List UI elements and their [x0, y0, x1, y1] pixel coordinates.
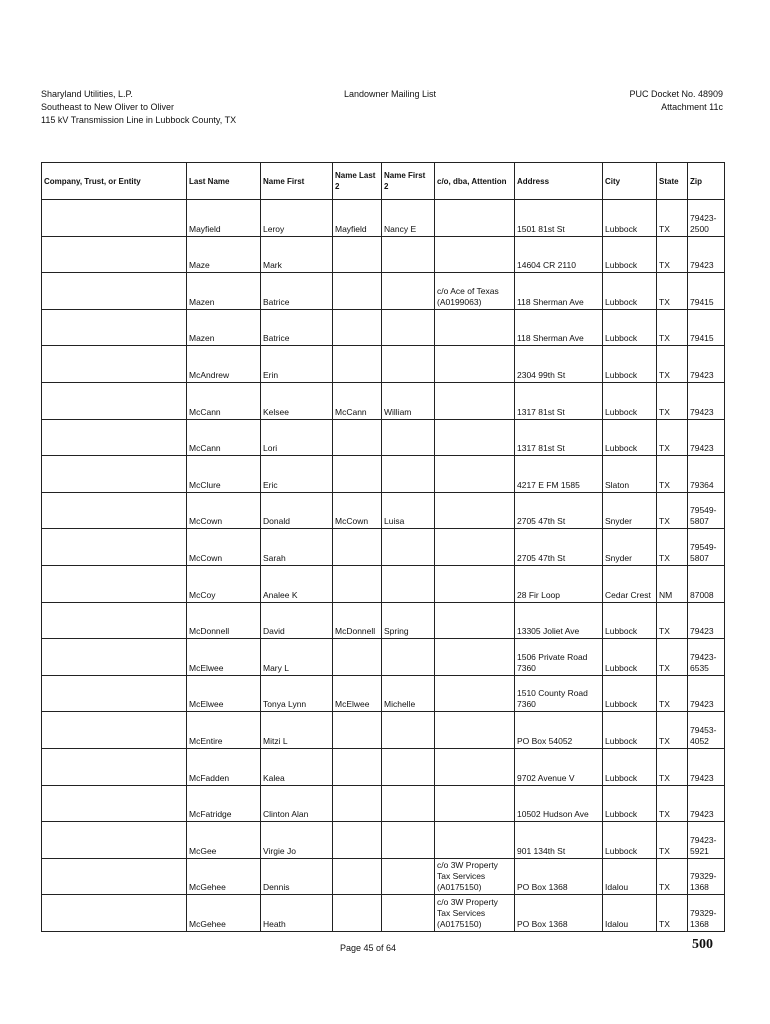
- attention-cell: [435, 639, 515, 676]
- zip-cell: 87008: [688, 565, 725, 602]
- table-row: [42, 785, 725, 822]
- table-row: [42, 273, 725, 310]
- last-name-cell: McAndrew: [187, 346, 261, 383]
- name-first-2-cell: [382, 785, 435, 822]
- attention-cell: [435, 602, 515, 639]
- name-last-2-cell: Mayfield: [333, 200, 382, 237]
- city-cell: Snyder: [603, 492, 657, 529]
- name-last-2-cell: McCann: [333, 382, 382, 419]
- last-name-cell: Maze: [187, 236, 261, 273]
- attention-cell: c/o 3W Property Tax Services (A0175150): [435, 858, 515, 895]
- zip-cell: 79423: [688, 236, 725, 273]
- name-first-cell: Kelsee: [261, 382, 333, 419]
- header-right: [590, 88, 723, 114]
- city-cell: Lubbock: [603, 309, 657, 346]
- name-first-header: Name First: [261, 163, 333, 200]
- table-row: [42, 895, 725, 932]
- name-first-2-cell: [382, 236, 435, 273]
- header-left-line: Southeast to New Oliver to Oliver: [41, 102, 175, 112]
- name-first-2-cell: Michelle: [382, 675, 435, 712]
- address-cell: 4217 E FM 1585: [515, 456, 603, 493]
- attention-cell: [435, 565, 515, 602]
- zip-cell: 79423-6535: [688, 639, 725, 676]
- name-first-cell: Virgie Jo: [261, 822, 333, 859]
- name-last-2-cell: [333, 785, 382, 822]
- company-cell: [42, 456, 187, 493]
- company-cell: [42, 822, 187, 859]
- address-cell: 2705 47th St: [515, 492, 603, 529]
- state-cell: TX: [657, 236, 688, 273]
- company-cell: [42, 529, 187, 566]
- city-cell: Lubbock: [603, 639, 657, 676]
- zip-cell: 79329-1368: [688, 895, 725, 932]
- name-first-cell: Clinton Alan: [261, 785, 333, 822]
- address-cell: 13305 Joliet Ave: [515, 602, 603, 639]
- company-cell: [42, 565, 187, 602]
- state-cell: TX: [657, 858, 688, 895]
- address-cell: 28 Fir Loop: [515, 565, 603, 602]
- name-last-2-cell: [333, 419, 382, 456]
- name-first-cell: Mary L: [261, 639, 333, 676]
- name-last-2-cell: [333, 456, 382, 493]
- name-first-2-cell: [382, 712, 435, 749]
- city-cell: Slaton: [603, 456, 657, 493]
- attention-cell: [435, 712, 515, 749]
- table-row: [42, 748, 725, 785]
- name-first-cell: Kalea: [261, 748, 333, 785]
- city-cell: Lubbock: [603, 200, 657, 237]
- address-cell: 118 Sherman Ave: [515, 309, 603, 346]
- last-name-cell: McGehee: [187, 858, 261, 895]
- address-cell: 9702 Avenue V: [515, 748, 603, 785]
- name-first-cell: Leroy: [261, 200, 333, 237]
- name-last-2-cell: [333, 309, 382, 346]
- name-first-cell: Lori: [261, 419, 333, 456]
- table-row: [42, 236, 725, 273]
- company-cell: [42, 858, 187, 895]
- state-cell: TX: [657, 419, 688, 456]
- state-cell: TX: [657, 602, 688, 639]
- table-row: [42, 419, 725, 456]
- zip-cell: 79423: [688, 382, 725, 419]
- last-name-cell: McDonnell: [187, 602, 261, 639]
- state-cell: TX: [657, 639, 688, 676]
- name-first-cell: Eric: [261, 456, 333, 493]
- name-first-2-cell: [382, 822, 435, 859]
- table-row: [42, 529, 725, 566]
- zip-cell: 79415: [688, 273, 725, 310]
- address-cell: 1317 81st St: [515, 419, 603, 456]
- city-cell: Lubbock: [603, 382, 657, 419]
- header-title: Landowner Mailing List: [344, 89, 437, 99]
- name-last-2-cell: [333, 529, 382, 566]
- company-cell: [42, 492, 187, 529]
- company-cell: [42, 675, 187, 712]
- company-cell: [42, 602, 187, 639]
- address-cell: 901 134th St: [515, 822, 603, 859]
- company-cell: [42, 895, 187, 932]
- table-row: [42, 346, 725, 383]
- last-name-cell: Mazen: [187, 273, 261, 310]
- zip-cell: 79329-1368: [688, 858, 725, 895]
- name-last-2-cell: [333, 565, 382, 602]
- page-of-text: Page 45 of 64: [340, 943, 397, 953]
- name-first-2-cell: [382, 419, 435, 456]
- last-name-cell: McGehee: [187, 895, 261, 932]
- table-row: [42, 822, 725, 859]
- address-cell: PO Box 1368: [515, 895, 603, 932]
- header-left-line: Sharyland Utilities, L.P.: [41, 89, 133, 99]
- state-cell: TX: [657, 712, 688, 749]
- address-cell: 1510 County Road 7360: [515, 675, 603, 712]
- name-last-2-cell: McElwee: [333, 675, 382, 712]
- company-cell: [42, 639, 187, 676]
- zip-cell: 79549-5807: [688, 492, 725, 529]
- city-cell: Lubbock: [603, 748, 657, 785]
- landowner-table: [41, 162, 725, 932]
- name-last-2-cell: [333, 639, 382, 676]
- name-first-cell: Mitzi L: [261, 712, 333, 749]
- name-last-2-header: Name Last 2: [333, 163, 382, 200]
- last-name-cell: McClure: [187, 456, 261, 493]
- last-name-cell: McFadden: [187, 748, 261, 785]
- company-cell: [42, 346, 187, 383]
- name-first-2-cell: Spring: [382, 602, 435, 639]
- attention-cell: [435, 529, 515, 566]
- name-last-2-cell: [333, 346, 382, 383]
- table-row: [42, 712, 725, 749]
- name-first-cell: Analee K: [261, 565, 333, 602]
- company-cell: [42, 712, 187, 749]
- zip-cell: 79415: [688, 309, 725, 346]
- name-first-2-cell: [382, 895, 435, 932]
- city-cell: Lubbock: [603, 822, 657, 859]
- name-first-cell: Donald: [261, 492, 333, 529]
- state-cell: TX: [657, 346, 688, 383]
- attention-cell: [435, 822, 515, 859]
- name-first-cell: Tonya Lynn: [261, 675, 333, 712]
- last-name-cell: McElwee: [187, 639, 261, 676]
- address-header: Address: [515, 163, 603, 200]
- company-cell: [42, 309, 187, 346]
- last-name-header: Last Name: [187, 163, 261, 200]
- name-first-2-cell: [382, 529, 435, 566]
- last-name-cell: McFatridge: [187, 785, 261, 822]
- header-right-line: Attachment 11c: [661, 102, 723, 112]
- company-cell: [42, 273, 187, 310]
- address-cell: 14604 CR 2110: [515, 236, 603, 273]
- name-last-2-cell: [333, 748, 382, 785]
- company-cell: [42, 785, 187, 822]
- zip-cell: 79549-5807: [688, 529, 725, 566]
- city-cell: Lubbock: [603, 273, 657, 310]
- zip-cell: 79423: [688, 346, 725, 383]
- name-first-cell: Erin: [261, 346, 333, 383]
- table-row: [42, 639, 725, 676]
- city-cell: Lubbock: [603, 419, 657, 456]
- address-cell: 2304 99th St: [515, 346, 603, 383]
- name-last-2-cell: [333, 895, 382, 932]
- state-cell: TX: [657, 309, 688, 346]
- name-last-2-cell: [333, 236, 382, 273]
- name-first-cell: Mark: [261, 236, 333, 273]
- zip-cell: 79423: [688, 675, 725, 712]
- header-left: [41, 88, 236, 127]
- city-cell: Lubbock: [603, 602, 657, 639]
- attention-cell: [435, 492, 515, 529]
- company-cell: [42, 419, 187, 456]
- address-cell: PO Box 54052: [515, 712, 603, 749]
- state-header: State: [657, 163, 688, 200]
- city-header: City: [603, 163, 657, 200]
- state-cell: TX: [657, 200, 688, 237]
- attention-cell: [435, 785, 515, 822]
- zip-header: Zip: [688, 163, 725, 200]
- zip-cell: 79423: [688, 785, 725, 822]
- address-cell: 1317 81st St: [515, 382, 603, 419]
- name-first-cell: Dennis: [261, 858, 333, 895]
- state-cell: TX: [657, 748, 688, 785]
- zip-cell: 79423-2500: [688, 200, 725, 237]
- last-name-cell: McCown: [187, 492, 261, 529]
- last-name-cell: McElwee: [187, 675, 261, 712]
- state-cell: TX: [657, 895, 688, 932]
- name-last-2-cell: [333, 273, 382, 310]
- last-name-cell: McCann: [187, 382, 261, 419]
- city-cell: Lubbock: [603, 785, 657, 822]
- state-cell: TX: [657, 785, 688, 822]
- name-first-cell: Heath: [261, 895, 333, 932]
- city-cell: Idalou: [603, 858, 657, 895]
- name-last-2-cell: McCown: [333, 492, 382, 529]
- attention-cell: [435, 309, 515, 346]
- city-cell: Cedar Crest: [603, 565, 657, 602]
- zip-cell: 79423: [688, 748, 725, 785]
- table-row: [42, 675, 725, 712]
- name-first-2-cell: [382, 273, 435, 310]
- name-first-2-cell: [382, 858, 435, 895]
- city-cell: Lubbock: [603, 675, 657, 712]
- city-cell: Lubbock: [603, 236, 657, 273]
- table-body: [42, 200, 725, 932]
- name-first-2-cell: [382, 639, 435, 676]
- header-left-line: 115 kV Transmission Line in Lubbock County, TX: [41, 115, 237, 125]
- attention-cell: [435, 675, 515, 712]
- page-number: 500: [692, 937, 713, 952]
- address-cell: 1501 81st St: [515, 200, 603, 237]
- name-first-cell: Sarah: [261, 529, 333, 566]
- name-first-2-cell: [382, 565, 435, 602]
- name-last-2-cell: [333, 712, 382, 749]
- last-name-cell: McCown: [187, 529, 261, 566]
- name-first-2-cell: [382, 346, 435, 383]
- table-row: [42, 492, 725, 529]
- name-first-2-cell: Luisa: [382, 492, 435, 529]
- last-name-cell: McGee: [187, 822, 261, 859]
- attention-cell: [435, 456, 515, 493]
- table-row: [42, 382, 725, 419]
- name-first-2-header: Name First 2: [382, 163, 435, 200]
- name-first-2-cell: [382, 456, 435, 493]
- table-row: [42, 858, 725, 895]
- attention-cell: [435, 382, 515, 419]
- company-cell: [42, 748, 187, 785]
- name-last-2-cell: [333, 822, 382, 859]
- table-row: [42, 456, 725, 493]
- city-cell: Lubbock: [603, 712, 657, 749]
- table-row: [42, 309, 725, 346]
- state-cell: TX: [657, 492, 688, 529]
- last-name-cell: McEntire: [187, 712, 261, 749]
- company-cell: [42, 236, 187, 273]
- state-cell: TX: [657, 456, 688, 493]
- attention-cell: [435, 419, 515, 456]
- attention-cell: [435, 346, 515, 383]
- header-row: [42, 163, 725, 200]
- attention-cell: [435, 748, 515, 785]
- zip-cell: 79423: [688, 602, 725, 639]
- table-row: [42, 602, 725, 639]
- city-cell: Idalou: [603, 895, 657, 932]
- state-cell: NM: [657, 565, 688, 602]
- company-header: Company, Trust, or Entity: [42, 163, 187, 200]
- address-cell: 118 Sherman Ave: [515, 273, 603, 310]
- zip-cell: 79453-4052: [688, 712, 725, 749]
- address-cell: 2705 47th St: [515, 529, 603, 566]
- table-row: [42, 565, 725, 602]
- address-cell: 1506 Private Road 7360: [515, 639, 603, 676]
- attention-cell: [435, 236, 515, 273]
- city-cell: Lubbock: [603, 346, 657, 383]
- table-row: [42, 200, 725, 237]
- name-first-2-cell: [382, 309, 435, 346]
- last-name-cell: Mazen: [187, 309, 261, 346]
- city-cell: Snyder: [603, 529, 657, 566]
- name-first-2-cell: William: [382, 382, 435, 419]
- state-cell: TX: [657, 529, 688, 566]
- name-first-2-cell: [382, 748, 435, 785]
- last-name-cell: McCoy: [187, 565, 261, 602]
- zip-cell: 79423-5921: [688, 822, 725, 859]
- header-right-line: PUC Docket No. 48909: [629, 89, 723, 99]
- zip-cell: 79364: [688, 456, 725, 493]
- state-cell: TX: [657, 675, 688, 712]
- attention-cell: [435, 200, 515, 237]
- last-name-cell: Mayfield: [187, 200, 261, 237]
- attention-header: c/o, dba, Attention: [435, 163, 515, 200]
- zip-cell: 79423: [688, 419, 725, 456]
- attention-cell: c/o 3W Property Tax Services (A0175150): [435, 895, 515, 932]
- name-first-cell: Batrice: [261, 273, 333, 310]
- company-cell: [42, 200, 187, 237]
- address-cell: PO Box 1368: [515, 858, 603, 895]
- name-last-2-cell: McDonnell: [333, 602, 382, 639]
- state-cell: TX: [657, 822, 688, 859]
- name-first-cell: David: [261, 602, 333, 639]
- last-name-cell: McCann: [187, 419, 261, 456]
- state-cell: TX: [657, 273, 688, 310]
- name-first-cell: Batrice: [261, 309, 333, 346]
- name-last-2-cell: [333, 858, 382, 895]
- attention-cell: c/o Ace of Texas (A0199063): [435, 273, 515, 310]
- state-cell: TX: [657, 382, 688, 419]
- name-first-2-cell: Nancy E: [382, 200, 435, 237]
- company-cell: [42, 382, 187, 419]
- address-cell: 10502 Hudson Ave: [515, 785, 603, 822]
